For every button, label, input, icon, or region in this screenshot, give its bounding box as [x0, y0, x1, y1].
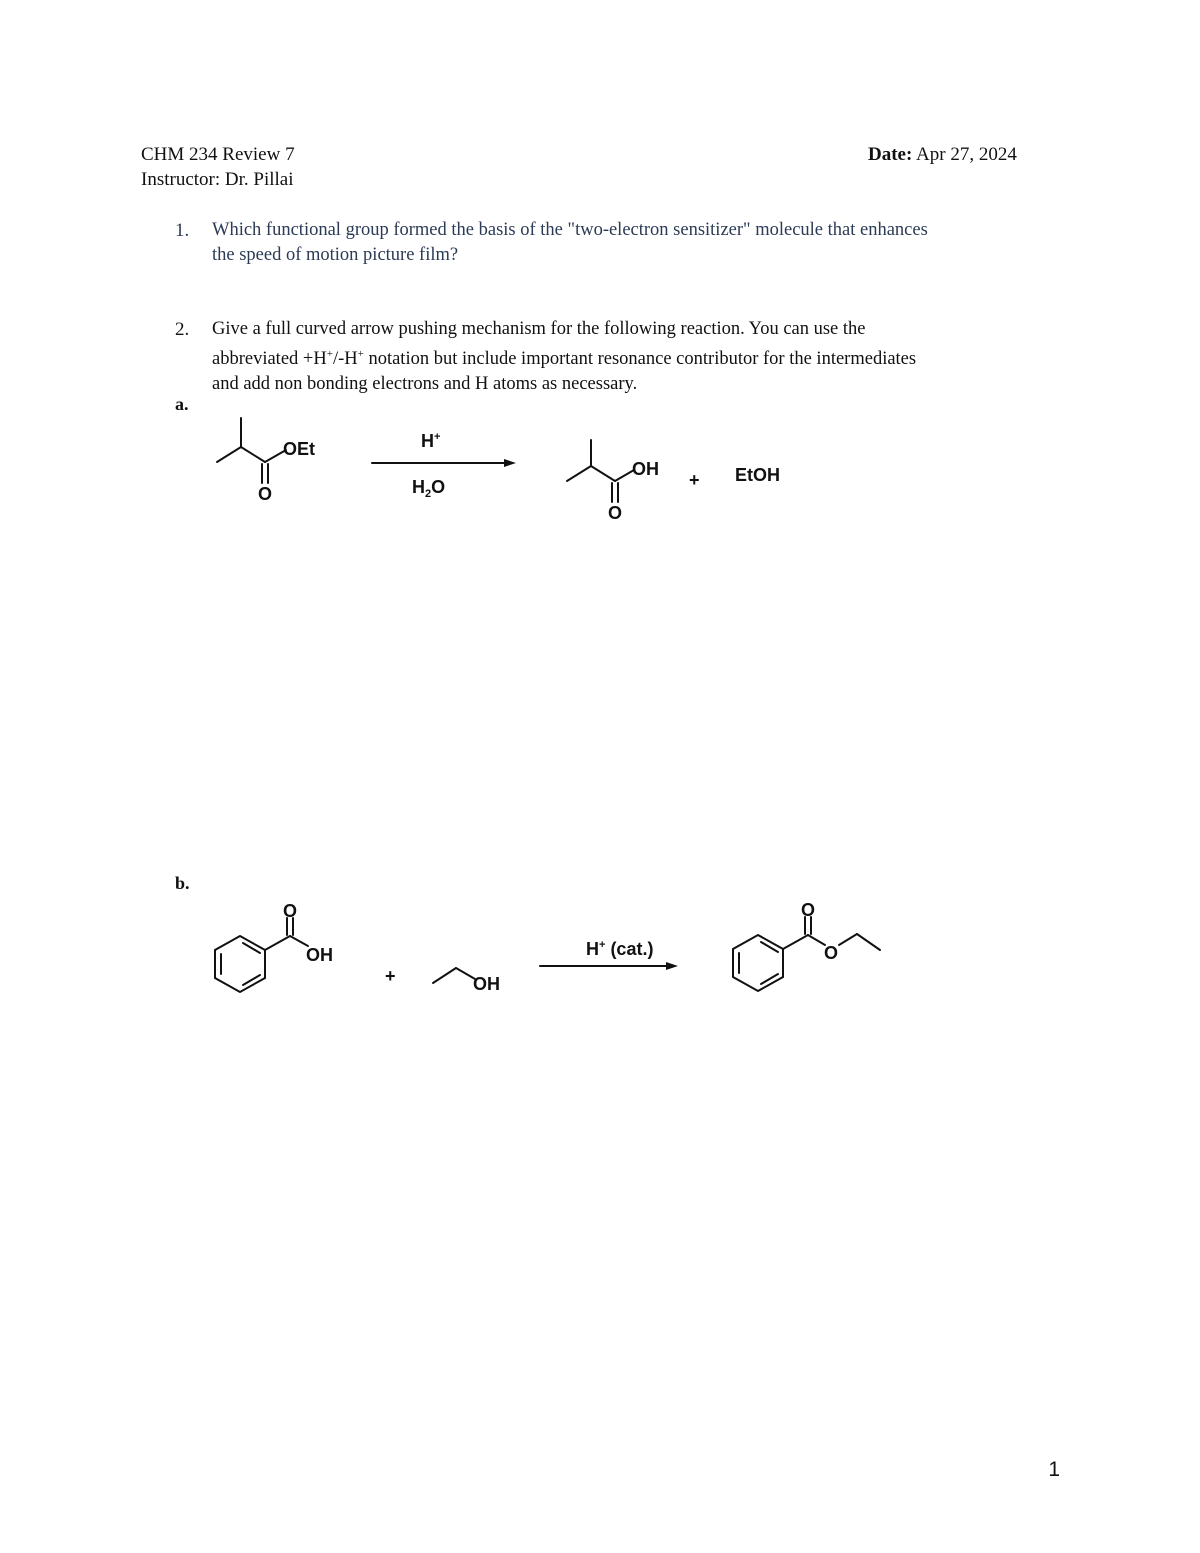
reaction-a-reactant-oet: OEt — [283, 439, 316, 459]
reaction-a-reagent-bottom — [412, 477, 445, 500]
reaction-b-reagent — [586, 939, 653, 959]
question-1-number: 1. — [175, 220, 190, 241]
date-label: Date: — [868, 144, 913, 165]
date-value: Apr 27, 2024 — [916, 144, 1017, 165]
reaction-a-plus: + — [689, 470, 700, 490]
reaction-a-product-carbonyl-o: O — [608, 503, 623, 523]
q2-text-part: /-H — [332, 349, 358, 370]
page-number: 1 — [1048, 1458, 1060, 1481]
reaction-a-product-oh: OH — [632, 459, 659, 479]
reaction-b-label: b. — [175, 873, 190, 893]
instructor-name: Instructor: Dr. Pillai — [141, 169, 294, 190]
reagent-plus: + — [434, 431, 441, 443]
reaction-a-byproduct: EtOH — [735, 465, 780, 485]
question-1-line-1: Which functional group formed the basis of the "two-electron sensitizer" molecule that enhances — [212, 220, 928, 240]
reaction-a-product-structure — [567, 440, 659, 523]
reagent-o: O — [431, 477, 446, 497]
course-title: CHM 234 Review 7 — [141, 144, 295, 165]
reagent-h: H — [412, 477, 425, 497]
reagent-h: H — [421, 431, 434, 451]
reaction-b-product-carbonyl-o: O — [801, 900, 816, 920]
reaction-b-alcohol-oh: OH — [473, 974, 500, 994]
q2-text-part: notation but include important resonance contributor for the intermediates — [363, 349, 917, 370]
question-2-number: 2. — [175, 319, 190, 340]
reaction-a-reactant-carbonyl-o: O — [258, 484, 273, 504]
reaction-b-product-ester-o: O — [824, 943, 839, 963]
reaction-b-acid-structure — [215, 901, 333, 992]
q2-superscript: + — [326, 348, 333, 360]
question-2-line-3: and add non bonding electrons and H atoms as necessary. — [212, 374, 638, 395]
reaction-a-arrow — [372, 459, 516, 467]
reagent-sub-2: 2 — [425, 488, 432, 500]
question-2-line-1: Give a full curved arrow pushing mechanism for the following reaction. You can use the — [212, 319, 866, 339]
reaction-b-alcohol-structure — [433, 968, 500, 994]
reaction-a-reagent-top — [421, 431, 440, 451]
reaction-b-arrow — [540, 962, 678, 970]
reaction-b-plus: + — [385, 966, 396, 986]
question-1-line-2: the speed of motion picture film? — [212, 245, 459, 265]
reaction-b-product-structure — [733, 900, 880, 991]
reagent-h: H — [586, 939, 599, 959]
reaction-b-acid-oh: OH — [306, 945, 333, 965]
reaction-a-label: a. — [175, 394, 189, 414]
q2-text-part: abbreviated +H — [212, 349, 327, 370]
q2-superscript: + — [357, 348, 364, 360]
reagent-cat: (cat.) — [605, 939, 654, 959]
reaction-b-acid-carbonyl-o: O — [283, 901, 298, 921]
reaction-a-reactant-structure — [217, 418, 315, 504]
reagent-plus: + — [599, 939, 606, 951]
